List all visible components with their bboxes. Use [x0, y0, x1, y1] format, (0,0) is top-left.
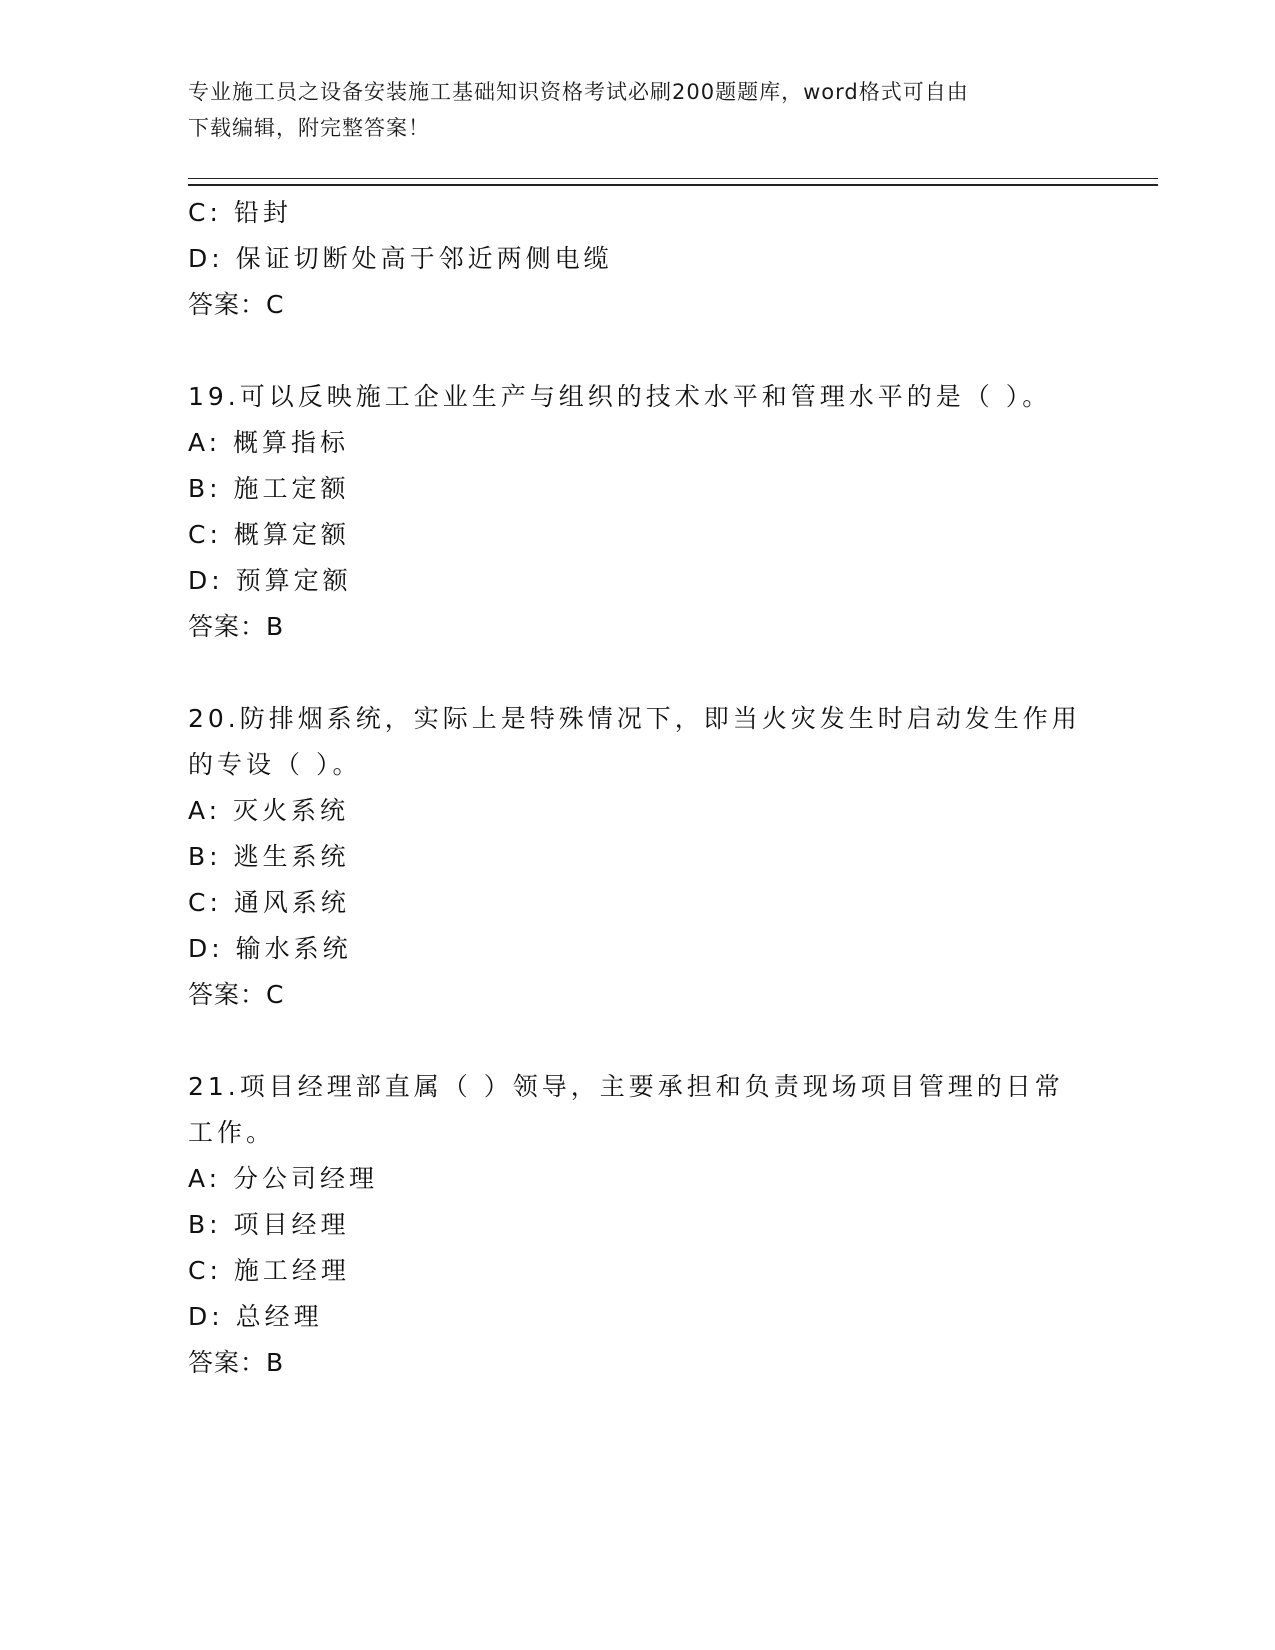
option-b: B: 施工定额 [188, 474, 350, 503]
option-a: A: 灭火系统 [188, 796, 350, 825]
option-d: D: 预算定额 [188, 566, 352, 595]
option-d: D: 保证切断处高于邻近两侧电缆 [188, 244, 613, 273]
spacer [188, 650, 1088, 696]
option-a: A: 概算指标 [188, 428, 350, 457]
answer-line: 答案：B [188, 612, 285, 641]
question-19 [188, 374, 1088, 650]
option-c: C: 概算定额 [188, 520, 350, 549]
question-stem-continued: 的专设（ ）。 [188, 750, 362, 779]
option-b: B: 项目经理 [188, 1210, 350, 1239]
header-divider [188, 178, 1158, 186]
question-21 [188, 1064, 1088, 1386]
option-c: C: 施工经理 [188, 1256, 350, 1285]
answer-line: 答案：C [188, 290, 285, 319]
header-line-1: 专业施工员之设备安装施工基础知识资格考试必刷200题题库，word格式可自由 [188, 80, 969, 104]
spacer [188, 328, 1088, 374]
option-b: B: 逃生系统 [188, 842, 350, 871]
option-c: C: 通风系统 [188, 888, 350, 917]
option-a: A: 分公司经理 [188, 1164, 379, 1193]
question-stem: 21.项目经理部直属（ ）领导，主要承担和负责现场项目管理的日常 [188, 1072, 1064, 1101]
question-20 [188, 696, 1088, 1018]
option-c: C: 铅封 [188, 198, 292, 227]
spacer [188, 1018, 1088, 1064]
question-stem: 19.可以反映施工企业生产与组织的技术水平和管理水平的是（ ）。 [188, 382, 1052, 411]
question-list [188, 190, 1088, 1386]
question-stem-continued: 工作。 [188, 1118, 276, 1147]
previous-question-tail [188, 190, 1088, 328]
document-header [188, 74, 1088, 146]
answer-line: 答案：B [188, 1348, 285, 1377]
answer-line: 答案：C [188, 980, 285, 1009]
question-stem: 20.防排烟系统，实际上是特殊情况下，即当火灾发生时启动发生作用 [188, 704, 1081, 733]
option-d: D: 总经理 [188, 1302, 323, 1331]
header-line-2: 下载编辑，附完整答案！ [188, 116, 430, 140]
option-d: D: 输水系统 [188, 934, 352, 963]
